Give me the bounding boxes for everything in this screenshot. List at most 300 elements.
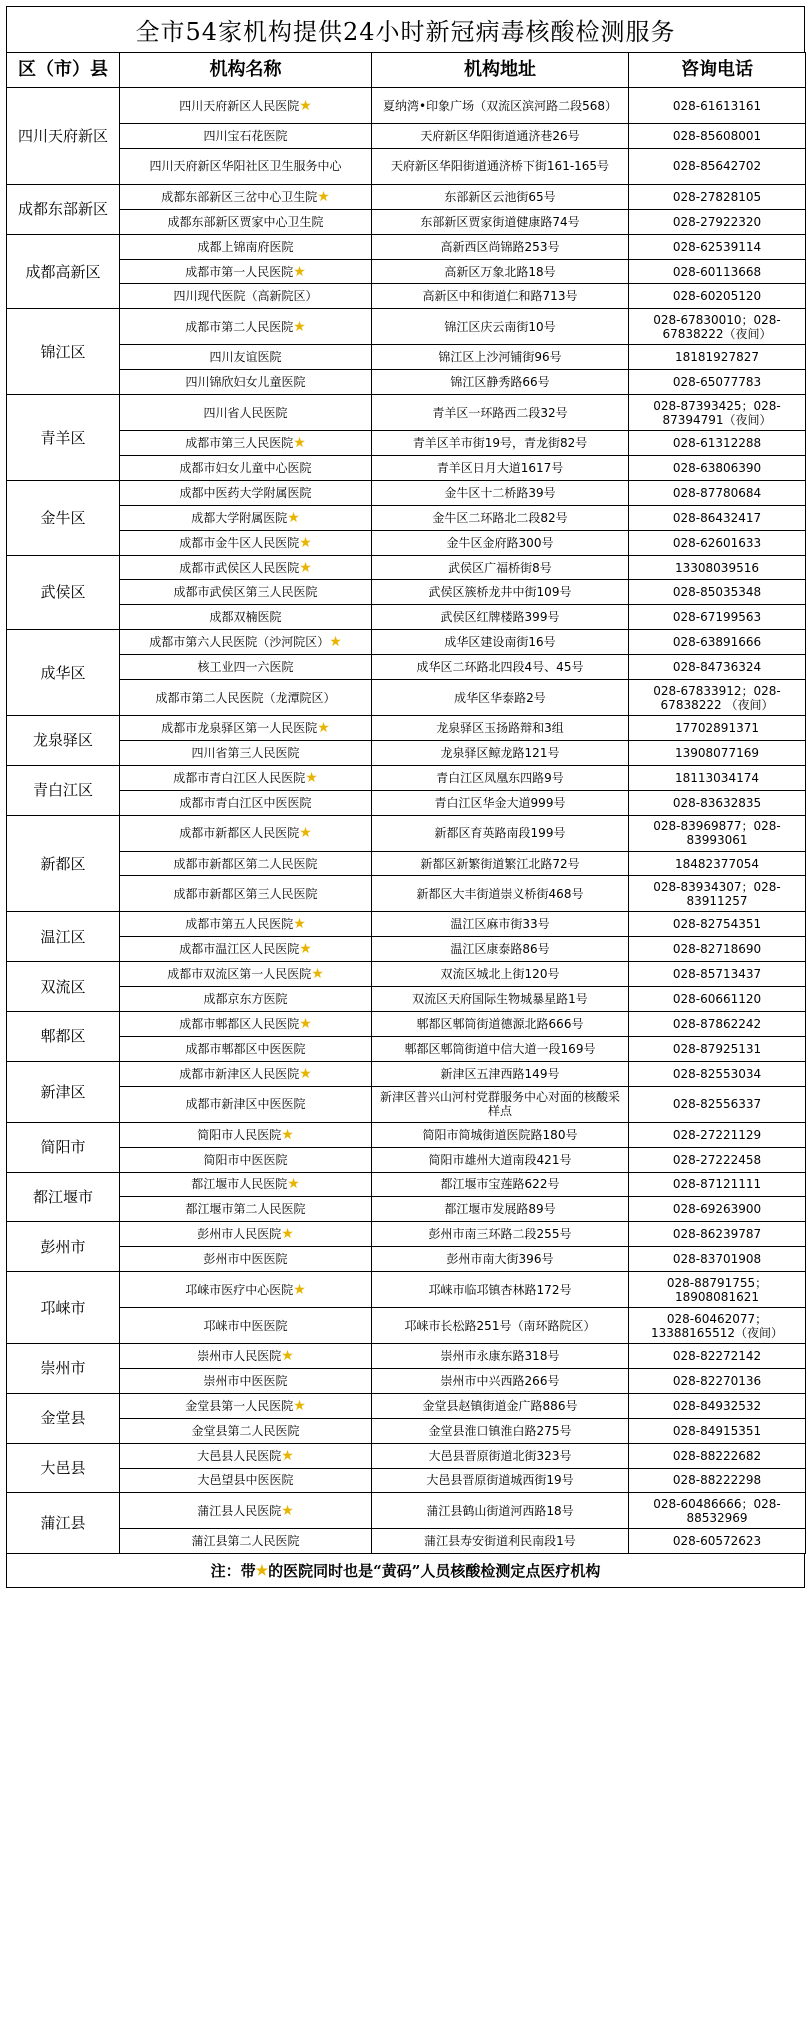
institution-cell [120, 88, 372, 124]
address-cell: 锦江区庆云南街10号 [372, 309, 629, 345]
institution-name: 四川现代医院（高新院区） [173, 289, 318, 304]
institution-cell [120, 876, 372, 912]
institution-name: 四川锦欣妇女儿童医院 [185, 375, 306, 390]
address-cell: 武侯区簇桥龙井中街109号 [372, 580, 629, 605]
institution-name: 成都市新津区人民医院 [179, 1066, 300, 1081]
district-cell: 成都高新区 [7, 234, 120, 309]
phone-cell: 028-60462077；13388165512（夜间） [629, 1308, 806, 1344]
institution-cell [120, 309, 372, 345]
table-row [7, 395, 806, 431]
address-cell: 新津区五津西路149号 [372, 1061, 629, 1086]
phone-cell: 028-84736324 [629, 655, 806, 680]
table-row [7, 740, 806, 765]
district-cell: 金堂县 [7, 1393, 120, 1443]
institution-cell [120, 1086, 372, 1122]
table-row [7, 1086, 806, 1122]
table-row [7, 345, 806, 370]
institution-name: 崇州市中医医院 [203, 1373, 288, 1388]
institution-name: 成都市新津区中医医院 [185, 1097, 306, 1112]
institution-cell [120, 1247, 372, 1272]
institution-name: 大邑县人民医院 [197, 1448, 282, 1463]
district-cell: 蒲江县 [7, 1493, 120, 1554]
institution-name: 成都市青白江区中医医院 [179, 795, 312, 810]
table-row [7, 937, 806, 962]
district-cell: 青白江区 [7, 765, 120, 815]
address-cell: 成华区华泰路2号 [372, 680, 629, 716]
phone-cell: 028-88222298 [629, 1468, 806, 1493]
address-cell: 蒲江县鹤山街道河西路18号 [372, 1493, 629, 1529]
phone-cell: 028-87121111 [629, 1172, 806, 1197]
phone-cell: 028-87393425；028-87394791（夜间） [629, 395, 806, 431]
institution-name: 成都市第五人民医院 [185, 917, 294, 932]
district-cell: 温江区 [7, 912, 120, 962]
institution-name: 四川省人民医院 [203, 405, 288, 420]
address-cell: 郫都区郫筒街道德源北路666号 [372, 1012, 629, 1037]
district-cell: 彭州市 [7, 1222, 120, 1272]
institution-cell [120, 1344, 372, 1369]
institution-name: 成都市武侯区第三人民医院 [173, 585, 318, 600]
address-cell: 简阳市简城街道医院路180号 [372, 1122, 629, 1147]
address-cell: 金牛区十二桥路39号 [372, 480, 629, 505]
phone-cell: 028-62601633 [629, 530, 806, 555]
table-row [7, 530, 806, 555]
institution-name: 核工业四一六医院 [197, 660, 294, 675]
institution-cell [120, 851, 372, 876]
table-row [7, 370, 806, 395]
institution-name: 成都市妇女儿童中心医院 [179, 460, 312, 475]
phone-cell: 028-27922320 [629, 209, 806, 234]
phone-cell: 028-88791755；18908081621 [629, 1272, 806, 1308]
district-cell: 成华区 [7, 630, 120, 716]
address-cell: 成华区建设南街16号 [372, 630, 629, 655]
institution-cell [120, 962, 372, 987]
institution-name: 四川省第三人民医院 [191, 745, 300, 760]
footnote-suffix: 的医院同时也是“黄码”人员核酸检测定点医疗机构 [268, 1562, 601, 1581]
phone-cell: 028-84932532 [629, 1393, 806, 1418]
institution-cell [120, 1197, 372, 1222]
star-icon: ★ [299, 559, 312, 576]
address-cell: 都江堰市发展路89号 [372, 1197, 629, 1222]
address-cell: 龙泉驿区鲸龙路121号 [372, 740, 629, 765]
address-cell: 邛崃市长松路251号（南环路院区） [372, 1308, 629, 1344]
institution-name: 成都上锦南府医院 [197, 239, 294, 254]
phone-cell: 028-82718690 [629, 937, 806, 962]
address-cell: 邛崃市临邛镇杏林路172号 [372, 1272, 629, 1308]
header-address: 机构地址 [372, 53, 629, 88]
address-cell: 金堂县淮口镇淮白路275号 [372, 1418, 629, 1443]
table-row [7, 456, 806, 481]
address-cell: 高新区中和街道仁和路713号 [372, 284, 629, 309]
address-cell: 大邑县晋原街道北街323号 [372, 1443, 629, 1468]
address-cell: 天府新区华阳街道通济桥下街161-165号 [372, 148, 629, 184]
table-row [7, 765, 806, 790]
table-row [7, 630, 806, 655]
phone-cell: 028-67199563 [629, 605, 806, 630]
phone-cell: 13308039516 [629, 555, 806, 580]
phone-cell: 028-88222682 [629, 1443, 806, 1468]
institution-cell [120, 259, 372, 284]
institution-cell [120, 1308, 372, 1344]
institution-cell [120, 456, 372, 481]
phone-cell: 18113034174 [629, 765, 806, 790]
institution-cell [120, 209, 372, 234]
table-row [7, 124, 806, 149]
district-cell: 双流区 [7, 962, 120, 1012]
star-icon: ★ [281, 1126, 294, 1143]
star-icon: ★ [299, 534, 312, 551]
phone-cell: 028-67830010；028-67838222（夜间） [629, 309, 806, 345]
district-cell: 武侯区 [7, 555, 120, 630]
header-institution: 机构名称 [120, 53, 372, 88]
institution-name: 成都市郫都区人民医院 [179, 1016, 300, 1031]
address-cell: 双流区城北上街120号 [372, 962, 629, 987]
institution-name: 成都京东方医院 [203, 992, 288, 1007]
phone-cell: 028-27221129 [629, 1122, 806, 1147]
institution-name: 成都市第三人民医院 [185, 436, 294, 451]
table-row [7, 1443, 806, 1468]
institution-name: 彭州市人民医院 [197, 1227, 282, 1242]
address-cell: 东部新区贾家街道健康路74号 [372, 209, 629, 234]
district-cell: 新津区 [7, 1061, 120, 1122]
district-cell: 新都区 [7, 815, 120, 912]
star-icon: ★ [293, 263, 306, 280]
star-icon: ★ [293, 1281, 306, 1298]
star-icon: ★ [317, 719, 330, 736]
institution-cell [120, 790, 372, 815]
table-row [7, 1344, 806, 1369]
institution-cell [120, 1368, 372, 1393]
institution-cell [120, 1393, 372, 1418]
phone-cell: 028-87925131 [629, 1036, 806, 1061]
table-row [7, 962, 806, 987]
phone-cell: 028-85642702 [629, 148, 806, 184]
table-row [7, 1308, 806, 1344]
phone-cell: 028-82553034 [629, 1061, 806, 1086]
institution-name: 成都市金牛区人民医院 [179, 535, 300, 550]
address-cell: 郫都区郫筒街道中信大道一段169号 [372, 1036, 629, 1061]
district-cell: 简阳市 [7, 1122, 120, 1172]
star-icon: ★ [299, 1015, 312, 1032]
phone-cell: 028-62539114 [629, 234, 806, 259]
institution-name: 四川天府新区人民医院 [179, 98, 300, 113]
phone-cell: 028-82272142 [629, 1344, 806, 1369]
institution-cell [120, 1012, 372, 1037]
phone-cell: 028-63891666 [629, 630, 806, 655]
district-cell: 四川天府新区 [7, 88, 120, 185]
star-icon: ★ [281, 1447, 294, 1464]
institution-cell [120, 555, 372, 580]
address-cell: 温江区康泰路86号 [372, 937, 629, 962]
institution-cell [120, 937, 372, 962]
institution-name: 成都市新都区人民医院 [179, 826, 300, 841]
table-row [7, 1393, 806, 1418]
address-cell: 崇州市永康东路318号 [372, 1344, 629, 1369]
institution-cell [120, 345, 372, 370]
institution-name: 成都市第六人民医院（沙河院区） [149, 635, 330, 650]
phone-cell: 18181927827 [629, 345, 806, 370]
table-row [7, 234, 806, 259]
table-row [7, 716, 806, 741]
phone-cell: 028-83934307；028-83911257 [629, 876, 806, 912]
institution-cell [120, 630, 372, 655]
table-row [7, 431, 806, 456]
address-cell: 高新区万象北路18号 [372, 259, 629, 284]
footnote [6, 1554, 805, 1588]
address-cell: 青羊区日月大道1617号 [372, 456, 629, 481]
table-row [7, 680, 806, 716]
table-row [7, 555, 806, 580]
institution-name: 简阳市中医医院 [203, 1152, 288, 1167]
phone-cell: 028-82556337 [629, 1086, 806, 1122]
address-cell: 金牛区金府路300号 [372, 530, 629, 555]
star-icon: ★ [255, 1562, 269, 1579]
institution-name: 成都市郫都区中医医院 [185, 1041, 306, 1056]
testing-sites-sheet [6, 6, 805, 2031]
address-cell: 夏纳湾•印象广场（双流区滨河路二段568） [372, 88, 629, 124]
star-icon: ★ [317, 188, 330, 205]
address-cell: 青白江区凤凰东四路9号 [372, 765, 629, 790]
institution-cell [120, 370, 372, 395]
address-cell: 温江区麻市街33号 [372, 912, 629, 937]
institution-name: 邛崃市医疗中心医院 [185, 1282, 294, 1297]
star-icon: ★ [293, 435, 306, 452]
table-row [7, 876, 806, 912]
phone-cell: 028-27828105 [629, 184, 806, 209]
institution-name: 成都市双流区第一人民医院 [167, 967, 312, 982]
table-body [7, 88, 806, 1554]
institution-name: 简阳市人民医院 [197, 1127, 282, 1142]
institution-name: 崇州市人民医院 [197, 1349, 282, 1363]
address-cell: 青羊区羊市街19号，青龙街82号 [372, 431, 629, 456]
phone-cell: 028-63806390 [629, 456, 806, 481]
institution-name: 成都市青白江区人民医院 [173, 770, 306, 785]
phone-cell: 028-87780684 [629, 480, 806, 505]
star-icon: ★ [293, 916, 306, 933]
institution-name: 成都东部新区贾家中心卫生院 [167, 214, 324, 229]
star-icon: ★ [293, 318, 306, 335]
institution-name: 邛崃市中医医院 [203, 1318, 288, 1333]
institution-cell [120, 605, 372, 630]
table-row [7, 1172, 806, 1197]
table-row [7, 480, 806, 505]
institution-cell [120, 580, 372, 605]
institution-cell [120, 716, 372, 741]
institution-cell [120, 655, 372, 680]
phone-cell: 028-60486666；028-88532969 [629, 1493, 806, 1529]
institution-cell [120, 284, 372, 309]
address-cell: 东部新区云池街65号 [372, 184, 629, 209]
phone-cell: 028-82270136 [629, 1368, 806, 1393]
address-cell: 崇州市中兴西路266号 [372, 1368, 629, 1393]
institution-cell [120, 1147, 372, 1172]
institution-cell [120, 680, 372, 716]
address-cell: 新都区新繁街道繁江北路72号 [372, 851, 629, 876]
institution-name: 四川友谊医院 [209, 350, 282, 365]
institution-cell [120, 1036, 372, 1061]
institution-cell [120, 1122, 372, 1147]
phone-cell: 028-83969877；028-83993061 [629, 815, 806, 851]
phone-cell: 028-27222458 [629, 1147, 806, 1172]
phone-cell: 028-84915351 [629, 1418, 806, 1443]
table-row [7, 605, 806, 630]
star-icon: ★ [299, 97, 312, 114]
phone-cell: 028-60113668 [629, 259, 806, 284]
address-cell: 武侯区红牌楼路399号 [372, 605, 629, 630]
table-row [7, 1529, 806, 1554]
institution-cell [120, 1272, 372, 1308]
institution-name: 蒲江县第二人民医院 [191, 1534, 300, 1549]
institution-cell [120, 505, 372, 530]
district-cell: 金牛区 [7, 480, 120, 555]
institution-name: 成都市第二人民医院（龙潭院区） [155, 690, 336, 705]
star-icon: ★ [329, 634, 342, 651]
star-icon: ★ [293, 1397, 306, 1414]
institution-name: 四川宝石花医院 [203, 128, 288, 143]
table-row [7, 1122, 806, 1147]
table-row [7, 284, 806, 309]
table-row [7, 148, 806, 184]
phone-cell: 18482377054 [629, 851, 806, 876]
institution-name: 彭州市中医医院 [203, 1252, 288, 1267]
phone-cell: 028-86239787 [629, 1222, 806, 1247]
footnote-prefix: 注：带 [210, 1562, 256, 1581]
institution-cell [120, 1443, 372, 1468]
address-cell: 新津区普兴山河村党群服务中心对面的核酸采样点 [372, 1086, 629, 1122]
institution-cell [120, 912, 372, 937]
institution-name: 成都双楠医院 [209, 610, 282, 625]
institution-cell [120, 1529, 372, 1554]
star-icon: ★ [299, 941, 312, 958]
header-district: 区（市）县 [7, 53, 120, 88]
table-row [7, 88, 806, 124]
table-row [7, 1468, 806, 1493]
district-cell: 都江堰市 [7, 1172, 120, 1222]
table-row [7, 987, 806, 1012]
institution-name: 成都市龙泉驿区第一人民医院 [161, 720, 318, 735]
institution-cell [120, 987, 372, 1012]
institution-name: 成都市第一人民医院 [185, 264, 294, 279]
phone-cell: 028-60205120 [629, 284, 806, 309]
institution-cell [120, 530, 372, 555]
district-cell: 郫都区 [7, 1012, 120, 1062]
address-cell: 青羊区一环路西二段32号 [372, 395, 629, 431]
institution-name: 金堂县第二人民医院 [191, 1423, 300, 1438]
star-icon: ★ [281, 1502, 294, 1519]
institution-name: 四川天府新区华阳社区卫生服务中心 [149, 159, 342, 174]
phone-cell: 028-60661120 [629, 987, 806, 1012]
address-cell: 青白江区华金大道999号 [372, 790, 629, 815]
table-row [7, 209, 806, 234]
institution-cell [120, 480, 372, 505]
address-cell: 金堂县赵镇街道金广路886号 [372, 1393, 629, 1418]
header-phone: 咨询电话 [629, 53, 806, 88]
phone-cell: 028-61613161 [629, 88, 806, 124]
address-cell: 天府新区华阳街道通济巷26号 [372, 124, 629, 149]
address-cell: 新都区育英路南段199号 [372, 815, 629, 851]
district-cell: 成都东部新区 [7, 184, 120, 234]
table-row [7, 1036, 806, 1061]
institution-name: 蒲江县人民医院 [197, 1503, 282, 1518]
star-icon: ★ [299, 1065, 312, 1082]
institution-name: 都江堰市第二人民医院 [185, 1202, 306, 1217]
address-cell: 都江堰市宝莲路622号 [372, 1172, 629, 1197]
phone-cell: 028-60572623 [629, 1529, 806, 1554]
institution-cell [120, 395, 372, 431]
institution-cell [120, 1468, 372, 1493]
star-icon: ★ [287, 1176, 300, 1193]
institution-cell [120, 1222, 372, 1247]
institution-name: 成都市温江区人民医院 [179, 942, 300, 957]
address-cell: 锦江区静秀路66号 [372, 370, 629, 395]
table-row [7, 1061, 806, 1086]
district-cell: 锦江区 [7, 309, 120, 395]
phone-cell: 028-67833912；028-67838222 （夜间） [629, 680, 806, 716]
address-cell: 龙泉驿区玉扬路辩和3组 [372, 716, 629, 741]
institution-name: 成都市武侯区人民医院 [179, 560, 300, 575]
phone-cell: 028-85035348 [629, 580, 806, 605]
address-cell: 武侯区广福桥街8号 [372, 555, 629, 580]
address-cell: 大邑县晋原街道城西街19号 [372, 1468, 629, 1493]
institution-name: 大邑望县中医医院 [197, 1473, 294, 1488]
address-cell: 金牛区二环路北二段82号 [372, 505, 629, 530]
address-cell: 高新西区尚锦路253号 [372, 234, 629, 259]
star-icon: ★ [287, 509, 300, 526]
phone-cell: 028-85713437 [629, 962, 806, 987]
sites-table [6, 52, 806, 1554]
table-row [7, 912, 806, 937]
address-cell: 双流区天府国际生物城暴星路1号 [372, 987, 629, 1012]
institution-name: 成都市第二人民医院 [185, 319, 294, 334]
table-row [7, 184, 806, 209]
table-row [7, 851, 806, 876]
table-row [7, 655, 806, 680]
table-row [7, 1418, 806, 1443]
phone-cell: 028-85608001 [629, 124, 806, 149]
phone-cell: 028-61312288 [629, 431, 806, 456]
address-cell: 彭州市南大街396号 [372, 1247, 629, 1272]
institution-name: 成都中医药大学附属医院 [179, 485, 312, 500]
page-title: 全市54家机构提供24小时新冠病毒核酸检测服务 [6, 6, 805, 52]
table-row [7, 1147, 806, 1172]
table-header-row [7, 53, 806, 88]
institution-name: 成都市新都区第二人民医院 [173, 856, 318, 871]
district-cell: 龙泉驿区 [7, 716, 120, 766]
institution-cell [120, 815, 372, 851]
table-row [7, 1012, 806, 1037]
table-row [7, 1222, 806, 1247]
district-cell: 大邑县 [7, 1443, 120, 1493]
table-row [7, 1272, 806, 1308]
address-cell: 锦江区上沙河铺街96号 [372, 345, 629, 370]
phone-cell: 028-87862242 [629, 1012, 806, 1037]
address-cell: 新都区大丰街道崇义桥街468号 [372, 876, 629, 912]
table-row [7, 790, 806, 815]
phone-cell: 028-86432417 [629, 505, 806, 530]
phone-cell: 13908077169 [629, 740, 806, 765]
institution-name: 成都东部新区三岔中心卫生院 [161, 189, 318, 204]
institution-cell [120, 1418, 372, 1443]
institution-cell [120, 148, 372, 184]
phone-cell: 028-83701908 [629, 1247, 806, 1272]
institution-name: 金堂县第一人民医院 [185, 1398, 294, 1413]
address-cell: 彭州市南三环路二段255号 [372, 1222, 629, 1247]
table-row [7, 1197, 806, 1222]
institution-cell [120, 124, 372, 149]
institution-name: 都江堰市人民医院 [191, 1177, 288, 1192]
star-icon: ★ [311, 966, 324, 983]
star-icon: ★ [305, 769, 318, 786]
institution-cell [120, 431, 372, 456]
